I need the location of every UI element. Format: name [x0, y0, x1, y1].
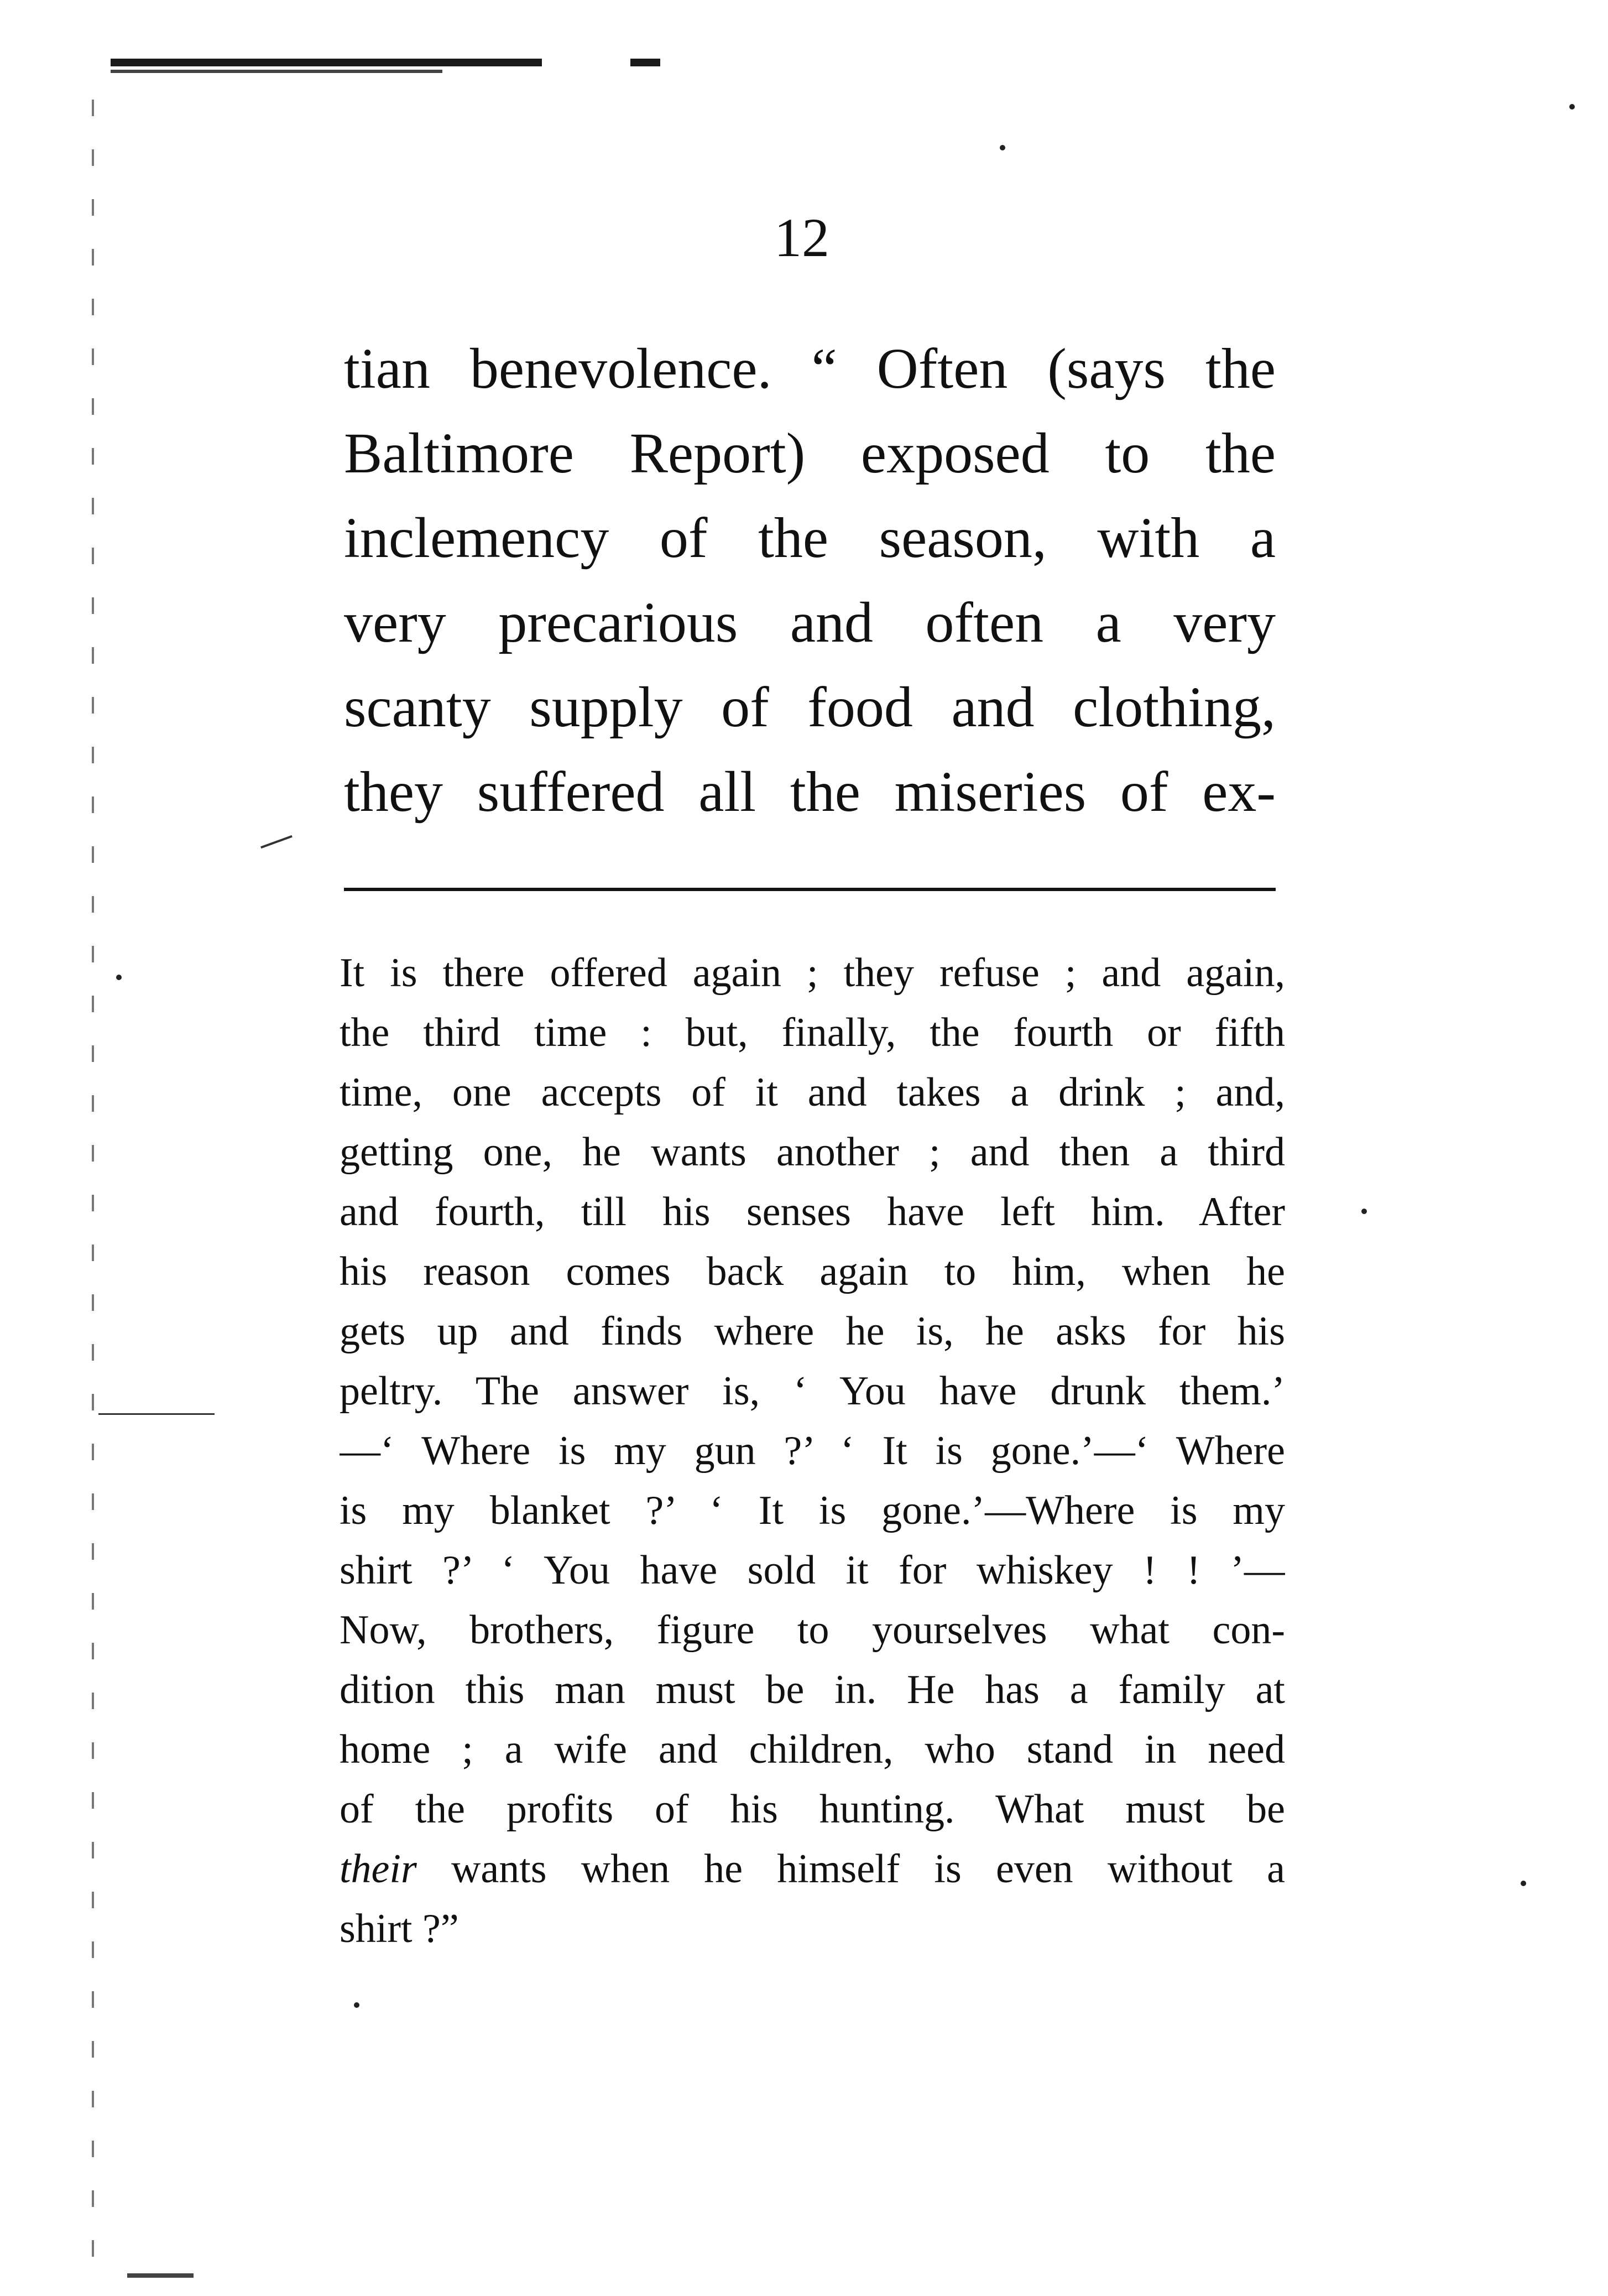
footnote	[340, 943, 1285, 1959]
footnote-line: getting one, he wants another ; and then a third	[340, 1129, 1285, 1175]
footnote-line: time, one accepts of it and takes a drink ; and,	[340, 1070, 1285, 1115]
footnote-line: home ; a wife and children, who stand in need	[340, 1727, 1285, 1772]
scan-binding-edge	[92, 100, 94, 2279]
page-number: 12	[774, 207, 829, 268]
scan-speck	[354, 2002, 359, 2008]
footnote-line: shirt ?”	[340, 1906, 459, 1951]
body-line: inclemency of the season, with a	[344, 506, 1276, 570]
footnote-line: dition this man must be in. He has a family at	[340, 1667, 1285, 1712]
margin-annotation-line	[98, 1413, 215, 1415]
footnote-line: —‘ Where is my gun ?’ ‘ It is gone.’—‘ Where	[340, 1428, 1285, 1474]
scan-edge-mark	[630, 59, 660, 66]
scan-speck	[1569, 104, 1575, 110]
footnote-line: his reason comes back again to him, when he	[340, 1249, 1285, 1294]
scan-speck	[116, 975, 122, 980]
body-line: scanty supply of food and clothing,	[344, 675, 1276, 739]
scan-edge-rule	[111, 59, 542, 66]
body-line: very precarious and often a very	[344, 591, 1276, 654]
footnote-line-rest: wants when he himself is even without a	[416, 1846, 1285, 1892]
body-line: tian benevolence. “ Often (says the	[344, 337, 1276, 400]
scan-speck	[1000, 145, 1005, 150]
footnote-separator	[344, 888, 1276, 891]
scan-edge-mark	[127, 2273, 194, 2278]
footnote-line: It is there offered again ; they refuse ; and again,	[340, 950, 1285, 996]
body-text	[344, 326, 1276, 834]
footnote-line: gets up and finds where he is, he asks for his	[340, 1309, 1285, 1354]
margin-annotation-mark	[260, 835, 293, 848]
scan-speck	[1361, 1209, 1367, 1214]
scan-edge-rule	[111, 70, 442, 73]
footnote-line: Now, brothers, figure to yourselves what con-	[340, 1607, 1285, 1653]
body-line: they suffered all the miseries of ex-	[344, 760, 1276, 824]
footnote-line: of the profits of his hunting. What must be	[340, 1787, 1285, 1832]
footnote-line: and fourth, till his senses have left him. After	[340, 1189, 1285, 1235]
footnote-line: peltry. The answer is, ‘ You have drunk them.’	[340, 1368, 1285, 1414]
scan-speck	[1521, 1881, 1526, 1886]
footnote-line	[340, 1839, 1285, 1899]
footnote-line: shirt ?’ ‘ You have sold it for whiskey ! ! ’—	[340, 1548, 1285, 1593]
footnote-line: the third time : but, finally, the fourth or fifth	[340, 1010, 1285, 1055]
footnote-line: is my blanket ?’ ‘ It is gone.’—Where is my	[340, 1488, 1285, 1533]
body-line: Baltimore Report) exposed to the	[344, 421, 1276, 485]
footnote-italic-word: their	[340, 1846, 417, 1892]
